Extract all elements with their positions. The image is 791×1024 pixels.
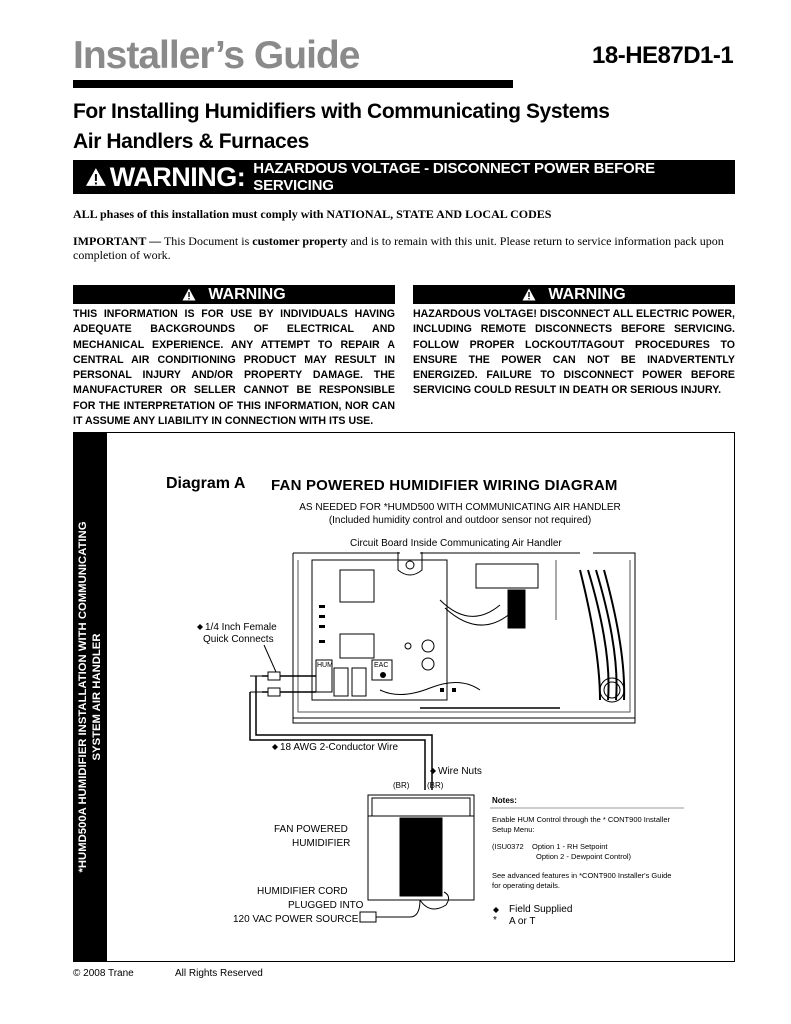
cabinet-base (293, 718, 635, 723)
legend-field-supplied: Field Supplied (509, 904, 573, 915)
hanger-hole (406, 561, 414, 569)
diamond-icon-wire-nuts (430, 768, 436, 774)
quick-connect-label-1: 1/4 Inch Female (205, 622, 277, 633)
hum-terminal-label: HUM (317, 662, 333, 669)
legend-a-or-t: A or T (509, 916, 536, 927)
relay-1 (340, 570, 374, 602)
footer-copyright: © 2008 Trane (73, 968, 134, 979)
humidifier-label-2: HUMIDIFIER (292, 838, 351, 849)
wire-loop-inner (604, 682, 620, 698)
note-2b: Option 2 - Dewpoint Control) (536, 852, 632, 861)
humidifier-front-panel (400, 818, 442, 896)
circuit-board-label: Circuit Board Inside Communicating Air Handler (350, 538, 562, 549)
wire-nuts-label: Wire Nuts (438, 766, 482, 777)
important-label: IMPORTANT — (73, 234, 162, 248)
quick-connect-label-2: Quick Connects (203, 634, 274, 645)
diagram-label: Diagram A (166, 475, 246, 492)
diagram-subtitle-2: (Included humidity control and outdoor sensor not required) (328, 515, 592, 526)
awg-wire-a (256, 676, 432, 790)
quick-connect-leader (264, 645, 276, 672)
harness-wire-1 (440, 600, 500, 616)
subtitle-line-2: Air Handlers & Furnaces (73, 130, 309, 153)
legend-star-icon: * (493, 915, 497, 926)
note-3b: for operating details. (492, 881, 560, 890)
subtitle-line-1: For Installing Humidifiers with Communicating Systems (73, 100, 610, 123)
quick-connect-1 (268, 672, 280, 680)
power-plug (360, 912, 376, 922)
cord-label-1: HUMIDIFIER CORD (257, 886, 348, 897)
guide-title: Installer’s Guide (73, 34, 360, 77)
warning-box-left-title: WARNING (208, 285, 286, 303)
harness-wire-2 (445, 608, 512, 625)
notes-title: Notes: (492, 796, 517, 805)
humidifier-top (372, 798, 470, 816)
hanger-bracket (398, 552, 422, 575)
important-emphasis: customer property (252, 234, 348, 248)
wire-bundle-4 (604, 570, 624, 700)
connector-plug (508, 590, 525, 628)
important-text-before: This Document is (163, 234, 250, 248)
transformer (476, 564, 538, 588)
board-capacitor-2 (422, 658, 434, 670)
wire-color-right: (BR) (427, 781, 444, 790)
air-handler-cabinet (293, 553, 635, 718)
relay-3 (334, 668, 348, 696)
diamond-icon-quick-connect (197, 624, 203, 630)
board-capacitor-1 (422, 640, 434, 652)
quick-connect-2 (268, 688, 280, 696)
wire-color-left: (BR) (393, 781, 410, 790)
diagram-title: FAN POWERED HUMIDIFIER WIRING DIAGRAM (271, 477, 618, 494)
side-caption-line-1: *HUMD500A HUMIDIFIER INSTALLATION WITH COMMUNICATING (77, 521, 89, 873)
warning-box-left-text: THIS INFORMATION IS FOR USE BY INDIVIDUALS HAVING ADEQUATE BACKGROUNDS OF ELECTRICAL AND MECHANICAL EXPERIENCE. ANY ATTEMPT TO REPAIR A CENTRAL AIR CONDITIONING PRODUCT MAY RESULT IN PERSONAL INJURY AND/OR PROPERTY DAMAGE. THE MANUFACTURER OR SELLER CANNOT BE RESPONSIBLE FOR THE INTERPRETATION OF THIS INFORMATION, NOR CAN IT ASSUME ANY LIABILITY IN CONNECTION WITH ITS USE. (73, 308, 395, 428)
eac-terminal-label: EAC (374, 662, 389, 669)
banner-warning-word: WARNING: (109, 161, 246, 192)
warning-box-right-text: HAZARDOUS VOLTAGE! DISCONNECT ALL ELECTRIC POWER, INCLUDING REMOTE DISCONNECTS BEFORE SERVICING. FOLLOW PROPER LOCKOUT/TAGOUT PROCEDURES TO ENSURE THE POWER CAN NOT BE INADVERTENTLY ENERGIZED. FAILURE TO DISCONNECT POWER BEFORE SERVICING COULD RESULT IN DEATH OR SERIOUS INJURY. (413, 308, 735, 397)
warning-box-right-title: WARNING (548, 285, 626, 303)
humidifier-label-1: FAN POWERED (274, 824, 348, 835)
note-1b: Setup Menu: (492, 825, 535, 834)
cord-label-3: 120 VAC POWER SOURCE (233, 914, 359, 925)
note-1a: Enable HUM Control through the * CONT900 Installer (492, 815, 671, 824)
lower-harness (380, 682, 480, 694)
footer-rights: All Rights Reserved (175, 968, 263, 979)
awg-wire-b (250, 692, 425, 790)
diamond-icon-wire (272, 744, 278, 750)
note-2a: (ISU0372 Option 1 - RH Setpoint (492, 842, 608, 851)
document-number: 18-HE87D1-1 (592, 42, 734, 69)
cord-label-2: PLUGGED INTO (288, 900, 364, 911)
important-text-after: and is to remain with this unit. Please return to service information pack upon completion of work. (73, 234, 724, 262)
wire-label: 18 AWG 2-Conductor Wire (280, 742, 399, 753)
wire-bundle-1 (580, 570, 600, 700)
side-caption-line-2: SYSTEM AIR HANDLER (91, 633, 103, 761)
banner-message: HAZARDOUS VOLTAGE - DISCONNECT POWER BEFORE SERVICING (253, 160, 655, 194)
diagram-subtitle-1: AS NEEDED FOR *HUMD500 WITH COMMUNICATING AIR HANDLER (299, 502, 621, 513)
diamond-icon-legend (493, 907, 499, 913)
codes-notice: ALL phases of this installation must comply with NATIONAL, STATE AND LOCAL CODES (73, 207, 552, 221)
relay-4 (352, 668, 366, 696)
relay-2 (340, 634, 374, 658)
note-3a: See advanced features in *CONT900 Installer's Guide (492, 871, 672, 880)
